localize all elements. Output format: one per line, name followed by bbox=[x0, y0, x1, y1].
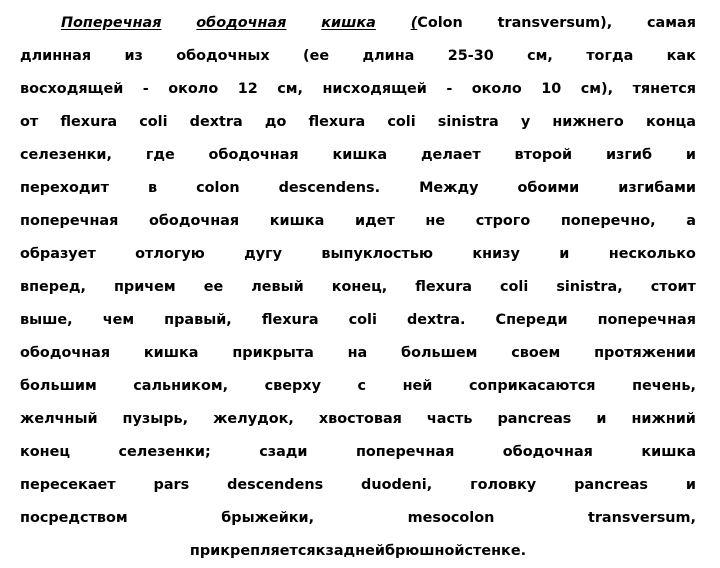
word: ее bbox=[203, 279, 224, 295]
word: sinistra bbox=[437, 114, 499, 130]
word: mesocolon bbox=[407, 510, 495, 526]
title-term: Поперечная bbox=[61, 15, 162, 31]
word: конца bbox=[645, 114, 696, 130]
word: pancreas bbox=[574, 477, 648, 493]
word: брыжейки, bbox=[221, 510, 315, 526]
word: flexura bbox=[261, 312, 319, 328]
word: pars bbox=[153, 477, 190, 493]
word: чем bbox=[102, 312, 135, 328]
text-line bbox=[20, 337, 696, 370]
word: кишка bbox=[641, 444, 696, 460]
word: flexura bbox=[415, 279, 473, 295]
word: ободочная bbox=[502, 444, 593, 460]
word: переходит bbox=[20, 180, 109, 196]
text-line bbox=[20, 106, 696, 139]
word: тогда bbox=[586, 48, 634, 64]
word: ободочная bbox=[20, 345, 111, 361]
word: transversum, bbox=[587, 510, 696, 526]
text-line bbox=[20, 238, 696, 271]
word: протяжении bbox=[594, 345, 696, 361]
word: часть bbox=[426, 411, 473, 427]
word: см, bbox=[527, 48, 553, 64]
word: изгибами bbox=[618, 180, 696, 196]
word: до bbox=[264, 114, 287, 130]
word: - bbox=[446, 81, 453, 97]
word: colon bbox=[196, 180, 240, 196]
word: самая bbox=[647, 15, 696, 31]
word: прикрепляется bbox=[189, 543, 316, 559]
word: задней bbox=[325, 543, 385, 559]
word: конец, bbox=[331, 279, 388, 295]
word: на bbox=[347, 345, 368, 361]
word: изгиб bbox=[605, 147, 653, 163]
word: Спереди bbox=[495, 312, 568, 328]
word: причем bbox=[113, 279, 176, 295]
word: к bbox=[315, 543, 326, 559]
text-line bbox=[20, 205, 696, 238]
word: обоими bbox=[517, 180, 580, 196]
word: левый bbox=[251, 279, 304, 295]
word: строго bbox=[475, 213, 531, 229]
word: тянется bbox=[632, 81, 696, 97]
word: 25-30 bbox=[447, 48, 494, 64]
word: и bbox=[596, 411, 607, 427]
word: вперед, bbox=[20, 279, 86, 295]
word: своем bbox=[511, 345, 561, 361]
word: выше, bbox=[20, 312, 73, 328]
word: ободочных bbox=[176, 48, 270, 64]
title-term: ( bbox=[410, 15, 418, 31]
word: делает bbox=[420, 147, 481, 163]
word: duodeni, bbox=[361, 477, 433, 493]
word: большим bbox=[20, 378, 97, 394]
word: конец bbox=[20, 444, 71, 460]
word: кишка bbox=[143, 345, 199, 361]
word: брюшной bbox=[384, 543, 465, 559]
word: из bbox=[124, 48, 143, 64]
word: отлогую bbox=[135, 246, 205, 262]
word: и bbox=[685, 477, 696, 493]
text-line bbox=[20, 40, 696, 73]
word: соприкасаются bbox=[468, 378, 596, 394]
text-line bbox=[20, 271, 696, 304]
word: стенке. bbox=[464, 543, 527, 559]
word: выпуклостью bbox=[321, 246, 433, 262]
text-line bbox=[20, 172, 696, 205]
word: descendens bbox=[227, 477, 324, 493]
word: dextra. bbox=[406, 312, 466, 328]
word: нижний bbox=[631, 411, 696, 427]
text-line bbox=[20, 535, 696, 568]
word: не bbox=[425, 213, 446, 229]
word: головку bbox=[470, 477, 537, 493]
word: идет bbox=[354, 213, 395, 229]
word: от bbox=[20, 114, 39, 130]
word: образует bbox=[20, 246, 96, 262]
word: coli bbox=[500, 279, 529, 295]
word: дугу bbox=[244, 246, 282, 262]
word: правый, bbox=[164, 312, 232, 328]
title-term: ободочная bbox=[196, 15, 287, 31]
word: ободочная bbox=[149, 213, 240, 229]
word: сзади bbox=[259, 444, 308, 460]
word: длина bbox=[362, 48, 415, 64]
word: с bbox=[357, 378, 367, 394]
word: coli bbox=[387, 114, 416, 130]
text-line bbox=[20, 73, 696, 106]
word: см, bbox=[277, 81, 303, 97]
word: поперечная bbox=[355, 444, 455, 460]
word: Между bbox=[419, 180, 479, 196]
word: печень, bbox=[632, 378, 696, 394]
word: (ее bbox=[303, 48, 330, 64]
word: см), bbox=[580, 81, 614, 97]
word: книзу bbox=[472, 246, 520, 262]
text-line bbox=[20, 139, 696, 172]
word: Colon bbox=[417, 15, 463, 31]
word: sinistra, bbox=[556, 279, 623, 295]
word: около bbox=[471, 81, 522, 97]
word: посредством bbox=[20, 510, 128, 526]
word: желудок, bbox=[213, 411, 294, 427]
word: - bbox=[142, 81, 149, 97]
word: descendens. bbox=[278, 180, 381, 196]
word: нижнего bbox=[552, 114, 624, 130]
word: нисходящей bbox=[322, 81, 427, 97]
text-line bbox=[20, 436, 696, 469]
word-group bbox=[411, 7, 463, 40]
word: ободочная bbox=[208, 147, 299, 163]
word: у bbox=[520, 114, 531, 130]
word: coli bbox=[348, 312, 377, 328]
word: около bbox=[168, 81, 219, 97]
word: несколько bbox=[608, 246, 696, 262]
word: pancreas bbox=[497, 411, 572, 427]
word: селезенки, bbox=[20, 147, 112, 163]
word: coli bbox=[139, 114, 168, 130]
word: кишка bbox=[332, 147, 388, 163]
word: поперечная bbox=[20, 213, 119, 229]
text-line bbox=[20, 304, 696, 337]
word: ней bbox=[402, 378, 433, 394]
word: желчный bbox=[20, 411, 98, 427]
word: 12 bbox=[237, 81, 258, 97]
word: стоит bbox=[650, 279, 696, 295]
word: поперечная bbox=[597, 312, 696, 328]
word: dextra bbox=[189, 114, 243, 130]
word: и bbox=[559, 246, 570, 262]
word: сальником, bbox=[133, 378, 229, 394]
word: селезенки; bbox=[118, 444, 211, 460]
text-line bbox=[20, 403, 696, 436]
text-line bbox=[20, 502, 696, 535]
word: хвостовая bbox=[318, 411, 402, 427]
word: как bbox=[666, 48, 696, 64]
word: пересекает bbox=[20, 477, 116, 493]
title-term: кишка bbox=[321, 15, 376, 31]
word: прикрыта bbox=[232, 345, 314, 361]
text-line bbox=[20, 7, 696, 40]
text-line bbox=[20, 469, 696, 502]
word: flexura bbox=[308, 114, 366, 130]
document-body bbox=[20, 0, 696, 568]
word: пузырь, bbox=[122, 411, 189, 427]
word: transversum), bbox=[497, 15, 613, 31]
word: где bbox=[145, 147, 175, 163]
word: длинная bbox=[20, 48, 92, 64]
word: кишка bbox=[269, 213, 325, 229]
word: flexura bbox=[60, 114, 118, 130]
word: а bbox=[686, 213, 696, 229]
word: большем bbox=[401, 345, 478, 361]
word: второй bbox=[514, 147, 573, 163]
word: в bbox=[147, 180, 158, 196]
word: сверху bbox=[264, 378, 321, 394]
word: 10 bbox=[541, 81, 562, 97]
word: восходящей bbox=[20, 81, 124, 97]
word: поперечно, bbox=[560, 213, 656, 229]
word: и bbox=[685, 147, 696, 163]
text-line bbox=[20, 370, 696, 403]
